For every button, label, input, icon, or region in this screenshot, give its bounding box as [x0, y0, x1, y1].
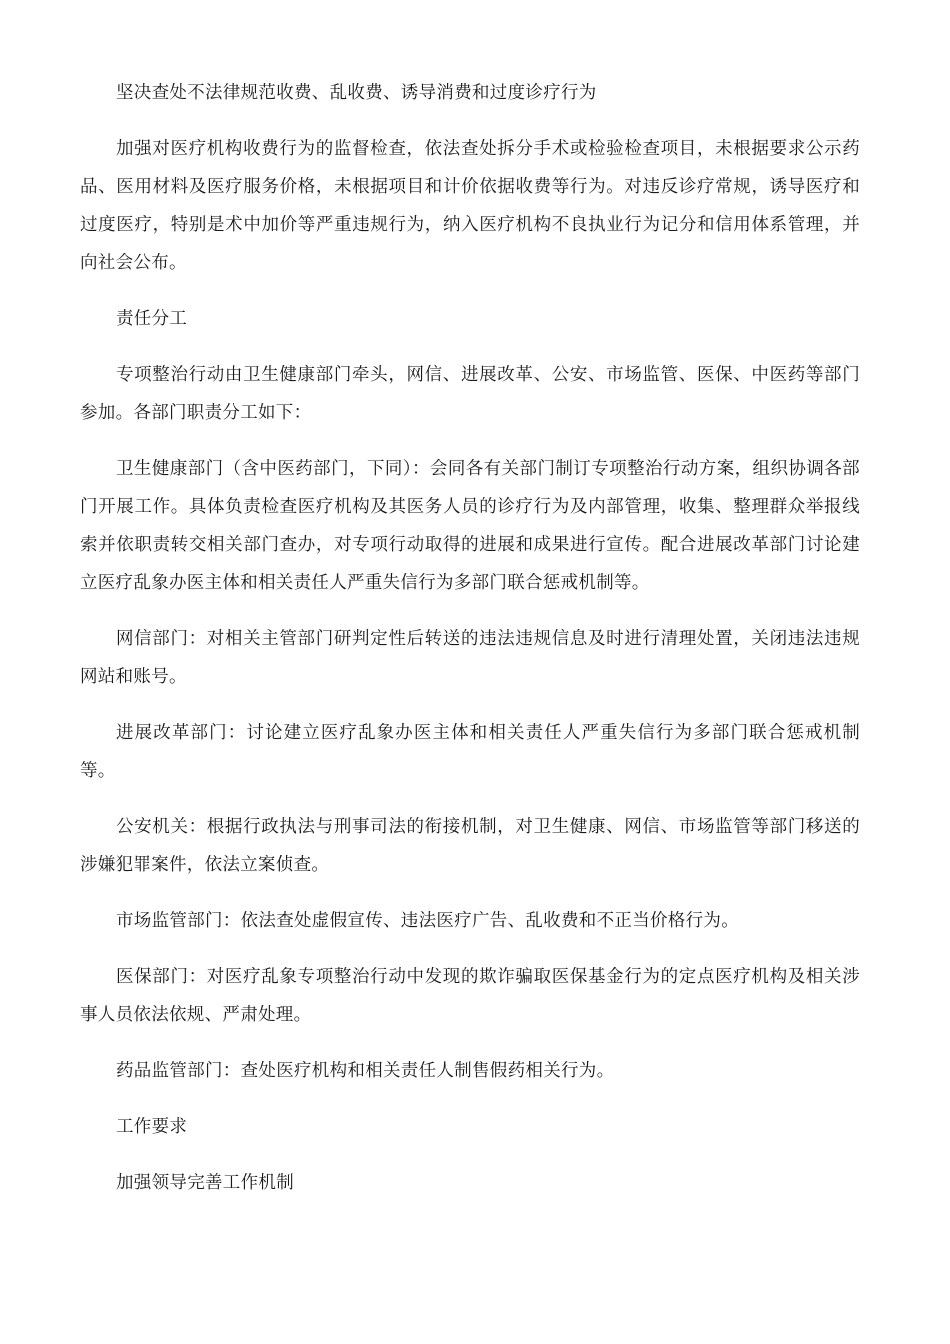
section-title-responsibilities: 责任分工 [116, 309, 188, 329]
paragraph-public-security: 公安机关：根据行政执法与刑事司法的衔接机制，对卫生健康、网信、市场监管等部门移送的涉嫌犯罪案件，依法立案侦查。 [80, 817, 860, 875]
paragraph-medical-insurance: 医保部门：对医疗乱象专项整治行动中发现的欺诈骗取医保基金行为的定点医疗机构及相关涉事人员依法依规、严肃处理。 [80, 967, 860, 1025]
paragraph-market-regulation: 市场监管部门：依法查处虚假宣传、违法医疗广告、乱收费和不正当价格行为。 [116, 911, 739, 931]
paragraph-charge-supervision: 加强对医疗机构收费行为的监督检查，依法查处拆分手术或检验检查项目，未根据要求公示药品、医用材料及医疗服务价格，未根据项目和计价依据收费等行为。对违反诊疗常规，诱导医疗和过度医疗，特别是术中加价等严重违规行为，纳入医疗机构不良执业行为记分和信用体系管理，并向社会公布。 [80, 139, 860, 273]
document-page [80, 74, 860, 1220]
paragraph-development-reform: 进展改革部门：讨论建立医疗乱象办医主体和相关责任人严重失信行为多部门联合惩戒机制等。 [80, 723, 860, 781]
section-title-leadership: 加强领导完善工作机制 [116, 1173, 294, 1193]
paragraph-health-department: 卫生健康部门（含中医药部门，下同）：会同各有关部门制订专项整治行动方案，组织协调各部门开展工作。具体负责检查医疗机构及其医务人员的诊疗行为及内部管理，收集、整理群众举报线索并依职责转交相关部门查办，对专项行动取得的进展和成果进行宣传。配合进展改革部门讨论建立医疗乱象办医主体和相关责任人严重失信行为多部门联合惩戒机制等。 [80, 459, 860, 593]
paragraph-lead-department: 专项整治行动由卫生健康部门牵头，网信、进展改革、公安、市场监管、医保、中医药等部门参加。各部门职责分工如下： [80, 365, 860, 423]
paragraph-cyberspace-department: 网信部门：对相关主管部门研判定性后转送的违法违规信息及时进行清理处置，关闭违法违规网站和账号。 [80, 629, 860, 687]
section-title-illegal-charges: 坚决查处不法律规范收费、乱收费、诱导消费和过度诊疗行为 [116, 83, 597, 103]
section-title-work-requirements: 工作要求 [116, 1117, 188, 1137]
paragraph-drug-regulation: 药品监管部门：查处医疗机构和相关责任人制售假药相关行为。 [116, 1061, 615, 1081]
